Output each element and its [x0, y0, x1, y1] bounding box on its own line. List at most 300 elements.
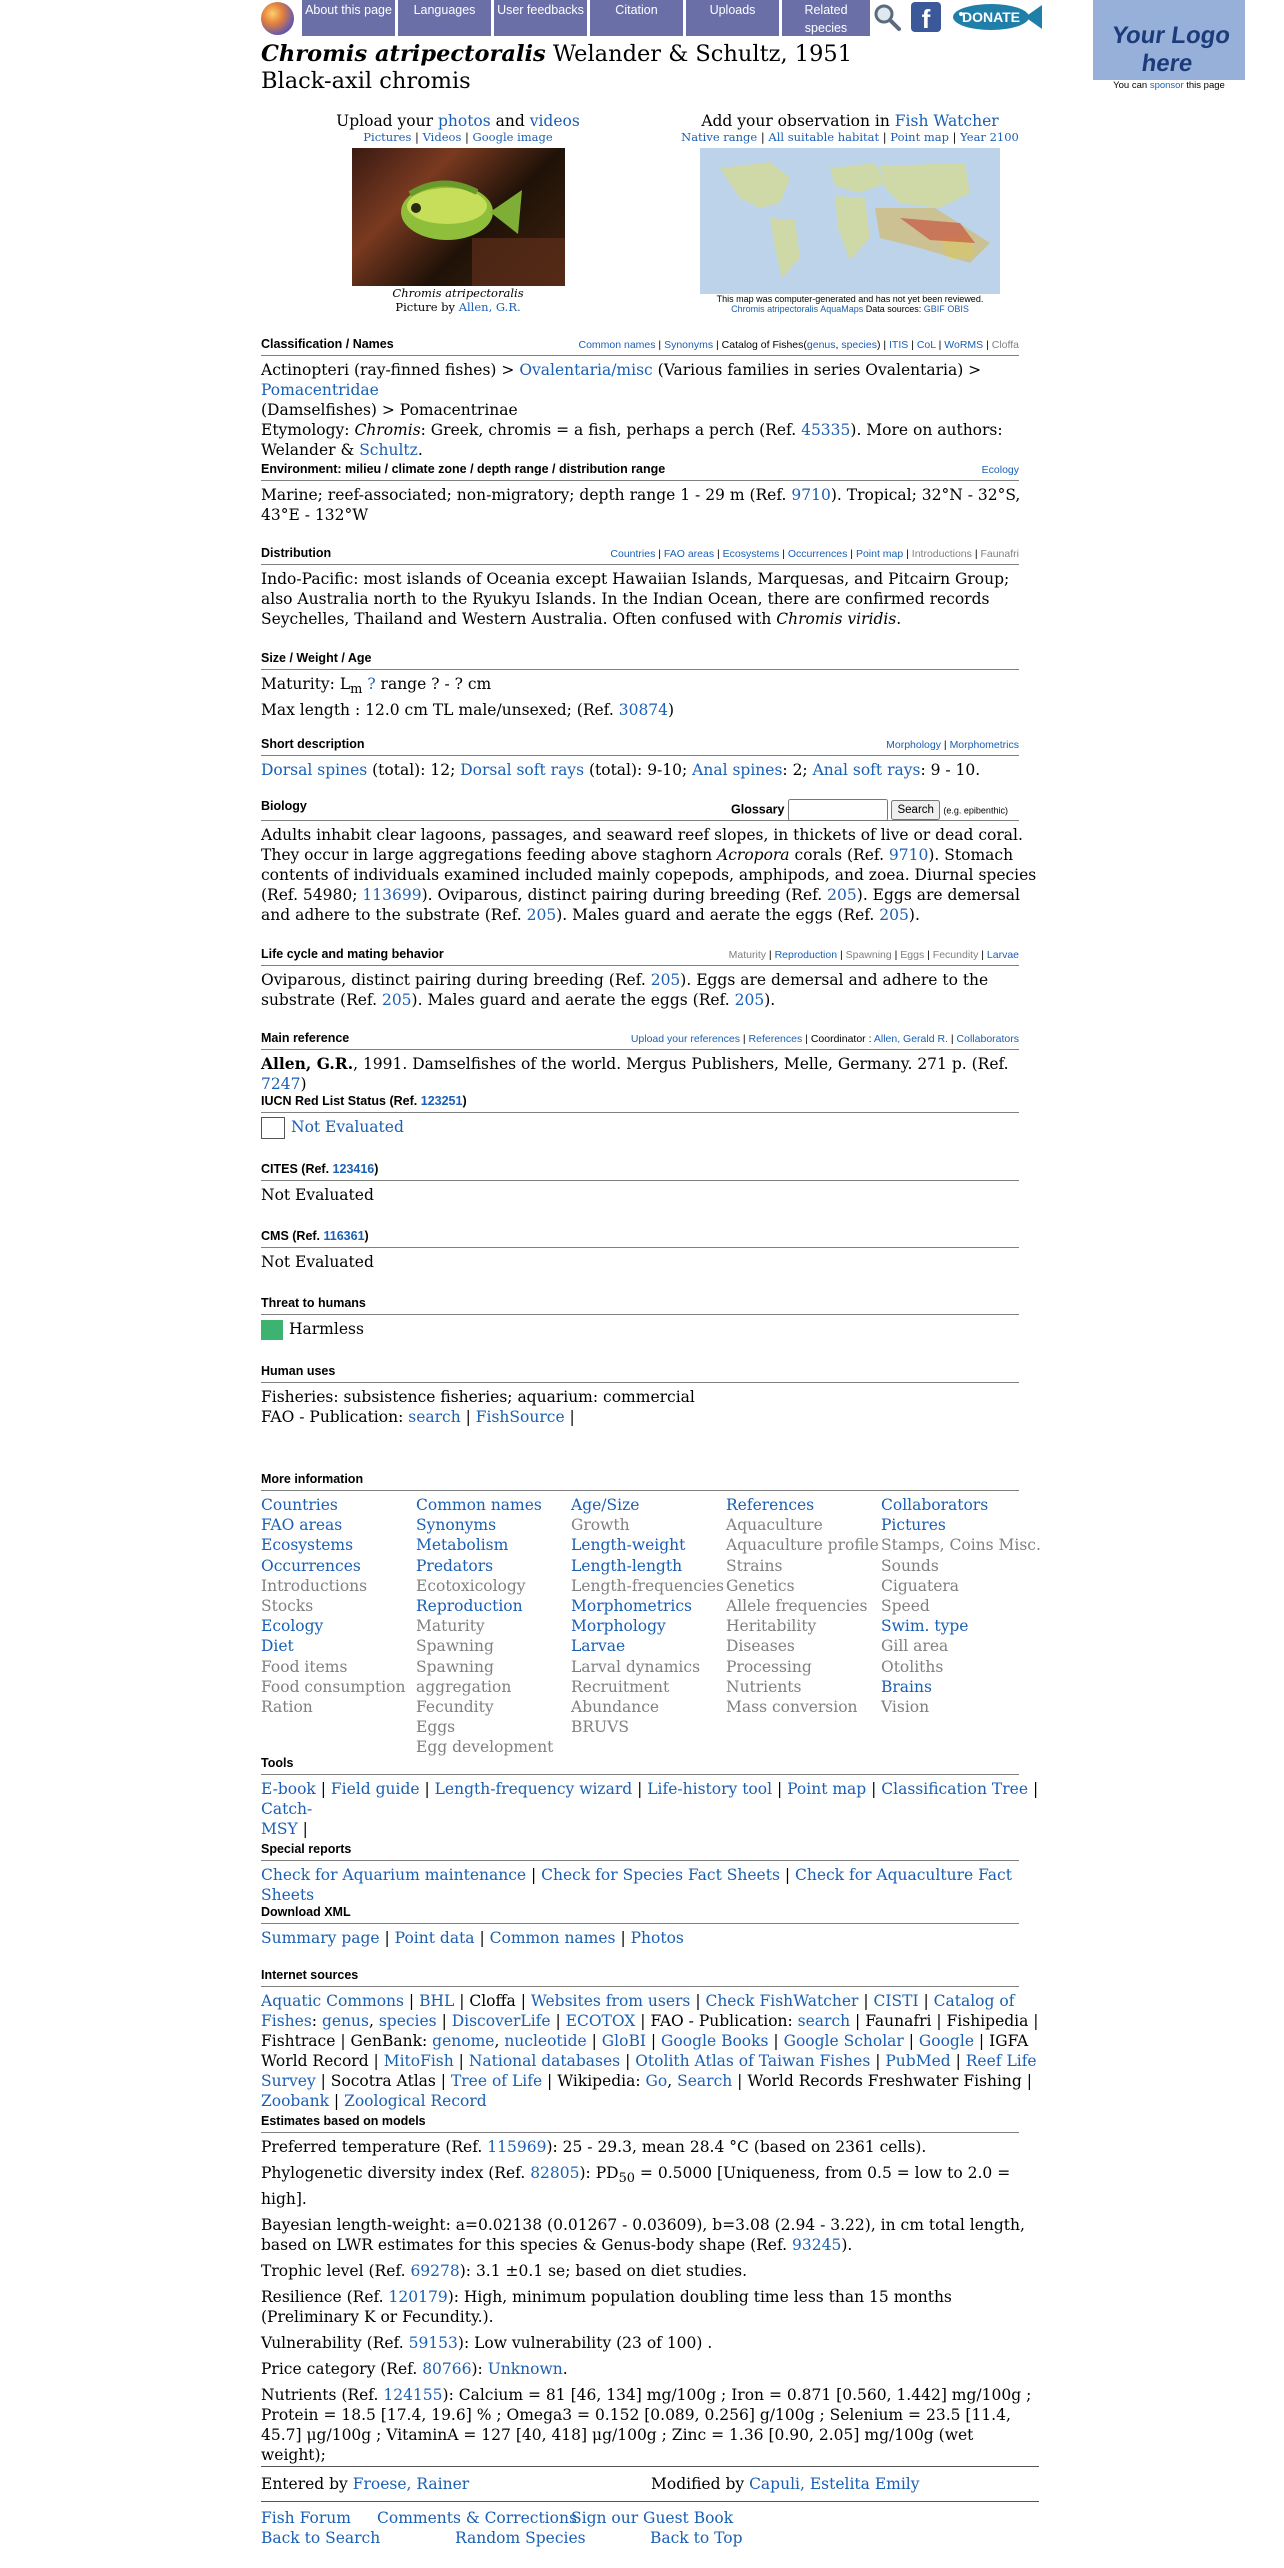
point-data-link[interactable]: Point data [394, 1929, 475, 1947]
nutrients-label: Nutrients (Ref. [261, 2386, 384, 2405]
wikipedia-search-link[interactable]: Search [677, 2072, 733, 2090]
more-info-item: Egg development [416, 1738, 554, 1757]
zoological-record-link[interactable]: Zoological Record [344, 2092, 487, 2110]
anal-spines-value: : 2; [782, 761, 813, 779]
more-info-item: Gill area [881, 1637, 949, 1656]
introductions-label: Introductions [911, 548, 972, 560]
more-info-column-1 [261, 1495, 421, 1717]
main-reference-author: Allen, G.R. [261, 1054, 354, 1073]
google-image-link[interactable]: Google image [472, 130, 553, 144]
lifecycle-ref-1[interactable]: 205 [650, 971, 681, 989]
observation-block: Add your observation in Fish Watcher Native range | All suitable habitat | Point map | Year 2100 This map was computer-generated and has not yet been reviewed. Chromis atripectoralis AquaMaps Data sources: GBIF OBIS [681, 112, 1019, 314]
schultz-link[interactable]: Schultz [359, 441, 418, 459]
cites-ref-link[interactable]: 123416 [332, 1162, 375, 1176]
human-uses-section: Human uses Fisheries: subsistence fisheries; aquarium: commercial FAO - Publication: search | FishSource | [261, 1364, 1019, 1427]
scientific-name: Chromis atripectoralis [261, 41, 546, 67]
bayesian-post: ). [841, 2236, 853, 2255]
special-reports-section: Special reports Check for Aquarium maintenance | Check for Species Fact Sheets | Check for Aquaculture Fact Sheets [261, 1842, 1019, 1905]
obis-link[interactable]: OBIS [947, 304, 969, 314]
google-books-link[interactable]: Google Books [661, 2032, 769, 2050]
zoobank-link[interactable]: Zoobank [261, 2092, 329, 2110]
life-history-tool-link[interactable]: Life-history tool [647, 1780, 773, 1798]
maturity-range: range ? - ? cm [375, 675, 492, 693]
distribution-section: Distribution Countries | FAO areas | Ecosystems | Occurrences | Point map | Introductions | Faunafri Indo-Pacific: most islands of Oceania except Hawaiian Islands, Marquesas, and Pitcairn Group; also Australia north to the Ryukyu Islands. In the Indian Ocean, there are confirmed records Seychelles, Thailand and Western Australia. Often confused with Chromis viridis. [261, 546, 1019, 628]
faunafri-label: Faunafri [980, 548, 1019, 560]
more-info-item[interactable]: Larvae [571, 1637, 626, 1656]
videos-link[interactable]: Videos [422, 130, 462, 144]
pictures-link[interactable]: Pictures [363, 130, 412, 144]
fishbase-globe-logo[interactable] [261, 2, 294, 35]
main-reference-section: Main reference Upload your references | References | Coordinator : Allen, Gerald R. | Collaborators Allen, G.R., 1991. Damselfishes of the world. Mergus Publishers, Melle, Germany. 271 p. (Ref. 7247) [261, 1031, 1019, 1093]
fish-watcher-link[interactable]: Fish Watcher [894, 112, 999, 130]
more-info-item[interactable]: Common names [416, 1496, 542, 1514]
wikipedia-label: Wikipedia: [557, 2072, 646, 2090]
iucn-status-link[interactable]: Not Evaluated [291, 1118, 404, 1136]
ovalentaria-link[interactable]: Ovalentaria/misc [519, 361, 653, 379]
more-info-item[interactable]: Swim. type [881, 1617, 969, 1636]
more-info-item[interactable]: Ecosystems [261, 1536, 354, 1555]
upload-and: and [490, 112, 530, 130]
more-info-item: Stocks [261, 1597, 314, 1616]
phylo-ref-link[interactable]: 82805 [530, 2164, 580, 2182]
xml-common-names-link[interactable]: Common names [489, 1929, 616, 1947]
environment-header: Environment: milieu / climate zone / depth range / distribution range [261, 462, 666, 476]
common-names-link[interactable]: Common names [578, 339, 656, 351]
more-info-item: Otoliths [881, 1657, 944, 1676]
biology-text-5: ). Eggs are demersal and adhere to the substrate (Ref. [261, 886, 1020, 924]
biology-ref-113699[interactable]: 113699 [362, 886, 422, 904]
eggs-label: Eggs [900, 949, 925, 961]
summary-page-link[interactable]: Summary page [261, 1929, 380, 1947]
tools-point-map-link[interactable]: Point map [787, 1780, 867, 1798]
more-info-item[interactable]: Morphometrics [571, 1597, 692, 1616]
more-info-item: Introductions [261, 1576, 368, 1595]
larvae-link[interactable]: Larvae [986, 949, 1019, 961]
distribution-header: Distribution [261, 546, 332, 560]
resilience-label: Resilience (Ref. [261, 2288, 389, 2307]
trophic-label: Trophic level (Ref. [261, 2262, 411, 2281]
native-range-link[interactable]: Native range [681, 130, 758, 144]
cof-genus-link[interactable]: genus [806, 339, 836, 351]
more-info-item: Mass conversion [726, 1698, 858, 1717]
distribution-confused-species: Chromis viridis [776, 610, 897, 628]
lifecycle-text-4: ). [764, 991, 776, 1009]
wikipedia-go-link[interactable]: Go [645, 2072, 668, 2090]
morphometrics-link[interactable]: Morphometrics [949, 739, 1019, 751]
cof-species-link[interactable]: species [841, 339, 877, 351]
references-link[interactable]: References [748, 1033, 803, 1045]
sponsor-logo-text: Your Logo here [1110, 22, 1233, 77]
more-info-item[interactable]: Length-weight [571, 1536, 686, 1555]
nav-languages[interactable] [398, 0, 491, 36]
biology-text-6: ). Males guard and aerate the eggs (Ref. [556, 906, 880, 924]
upload-photos-link[interactable]: photos [437, 112, 491, 130]
year-2100-link[interactable]: Year 2100 [960, 130, 1019, 144]
catalog-of-fishes-link[interactable]: Catalog of Fishes [261, 1992, 1015, 2030]
sponsor-logo[interactable] [1093, 0, 1245, 80]
aquamaps-link[interactable]: AquaMaps [820, 304, 864, 314]
cites-header: CITES (Ref. [261, 1162, 333, 1176]
sponsor-post: this page [1183, 80, 1225, 91]
etymology-period: . [417, 441, 423, 459]
more-info-item: Vision [881, 1698, 930, 1717]
resilience-ref-link[interactable]: 120179 [388, 2288, 448, 2307]
internet-sources-section [261, 1968, 1039, 2111]
sponsor-line [1093, 80, 1245, 91]
more-info-item: Speed [881, 1597, 930, 1616]
threat-header: Threat to humans [261, 1296, 366, 1310]
bhl-link[interactable]: BHL [419, 1992, 455, 2010]
more-info-item[interactable]: Reproduction [416, 1597, 523, 1616]
is-genus-link[interactable]: genus [321, 2012, 369, 2030]
more-info-item[interactable]: Age/Size [571, 1496, 640, 1514]
distribution-period: . [896, 610, 902, 628]
facebook-icon[interactable]: f [911, 2, 941, 32]
classification-header: Classification / Names [261, 337, 394, 351]
point-map-link-dist[interactable]: Point map [855, 548, 904, 560]
distribution-map[interactable] [700, 148, 1000, 294]
fao-search-link[interactable]: search [408, 1408, 461, 1426]
countries-link[interactable]: Countries [610, 548, 656, 560]
species-photo[interactable] [352, 148, 565, 286]
coordinator-label: Coordinator : [810, 1033, 874, 1045]
price-value-link[interactable]: Unknown [487, 2360, 563, 2379]
more-info-item[interactable]: Pictures [881, 1516, 946, 1535]
iucn-header-post: ) [462, 1094, 467, 1108]
nav-citation[interactable] [590, 0, 683, 36]
nav-related-species-label: Related species [804, 3, 848, 35]
field-guide-link[interactable]: Field guide [330, 1780, 420, 1798]
upload-pre: Upload your [336, 112, 438, 130]
glossary-input[interactable] [788, 799, 888, 821]
nav-uploads[interactable] [686, 0, 779, 36]
aquaculture-fact-sheets-link[interactable]: Check for Aquaculture Fact Sheets [261, 1866, 1012, 1904]
more-info-item[interactable]: References [726, 1496, 815, 1514]
main-reference-post: ) [300, 1075, 307, 1093]
xml-photos-link[interactable]: Photos [630, 1929, 684, 1947]
etymology-ref-link[interactable]: 45335 [801, 421, 851, 439]
internet-sources-header: Internet sources [261, 1968, 359, 1982]
etymology-genus: Chromis [354, 421, 421, 439]
glossary-label: Glossary [731, 802, 785, 817]
more-info-item: Genetics [726, 1576, 795, 1595]
cms-header-post: ) [364, 1229, 369, 1243]
upload-videos-link[interactable]: videos [529, 112, 580, 130]
nav-about-label: About this page [305, 3, 392, 17]
map-species-link[interactable]: Chromis atripectoralis [731, 304, 819, 314]
cites-header-post: ) [374, 1162, 379, 1176]
dorsal-spines-link[interactable]: Dorsal spines [261, 761, 368, 779]
species-fact-sheets-link[interactable]: Check for Species Fact Sheets [541, 1866, 780, 1884]
lifecycle-ref-3[interactable]: 205 [734, 991, 765, 1009]
ebook-link[interactable]: E-book [261, 1780, 316, 1798]
random-species-link[interactable]: Random Species [455, 2529, 586, 2547]
phylo-pd: ): PD [579, 2164, 619, 2182]
cms-ref-link[interactable]: 116361 [323, 1229, 365, 1243]
more-info-column-5 [881, 1495, 1041, 1717]
more-info-item[interactable]: Collaborators [881, 1496, 989, 1514]
point-map-link[interactable]: Point map [890, 130, 949, 144]
data-sources-pre: Data sources: [865, 304, 924, 314]
upload-references-link[interactable]: Upload your references [630, 1033, 740, 1045]
google-scholar-link[interactable]: Google Scholar [783, 2032, 904, 2050]
more-info-item: Length-frequencies [571, 1576, 724, 1595]
is-fao-label: FAO - Publication: [650, 2012, 798, 2030]
nav-related-species[interactable] [782, 0, 870, 36]
biology-body [261, 825, 1039, 925]
tools-header: Tools [261, 1756, 294, 1770]
etymology-post: ). More on authors: Welander & [261, 421, 1003, 459]
classification-body [261, 360, 1039, 460]
genbank-nucleotide-link[interactable]: nucleotide [504, 2032, 587, 2050]
more-info-item[interactable]: Occurrences [261, 1556, 361, 1575]
more-info-item[interactable]: Metabolism [416, 1536, 509, 1555]
mitofish-link[interactable]: MitoFish [383, 2052, 454, 2070]
more-info-item: Sounds [881, 1556, 939, 1575]
human-uses-header: Human uses [261, 1364, 336, 1378]
entered-by-link[interactable]: Froese, Rainer [352, 2475, 470, 2493]
more-info-item: Food consumption [261, 1677, 406, 1696]
more-info-item: Heritability [726, 1617, 817, 1636]
cloffa-label: Cloffa [991, 339, 1019, 351]
more-info-item: Spawning [416, 1637, 494, 1656]
phylo-label: Phylogenetic diversity index (Ref. [261, 2164, 531, 2182]
biology-text-2: corals (Ref. [789, 846, 889, 864]
temp-value: ): 25 - 29.3, mean 28.4 °C (based on 2361 cells). [546, 2138, 927, 2156]
fao-publication-label: FAO - Publication: [261, 1408, 409, 1426]
price-mid: ): [471, 2360, 488, 2379]
iucn-status-box [261, 1117, 285, 1139]
special-reports-header: Special reports [261, 1842, 352, 1856]
estimates-section [261, 2114, 1032, 2465]
catch-msy-link-wrap[interactable]: MSY [261, 1820, 298, 1838]
lifecycle-text-3: ). Males guard and aerate the eggs (Ref. [411, 991, 735, 1009]
igfa-text: IGFA World Record [261, 2032, 1029, 2070]
donate-button[interactable] [951, 2, 1043, 32]
picture-by-link[interactable]: Allen, G.R. [458, 300, 521, 314]
reproduction-link[interactable]: Reproduction [774, 949, 838, 961]
globi-link[interactable]: GloBI [601, 2032, 646, 2050]
search-icon[interactable] [872, 2, 902, 32]
col-link[interactable]: CoL [916, 339, 936, 351]
threat-section [261, 1296, 1019, 1340]
more-info-item: Allele frequencies [726, 1597, 868, 1616]
more-info-item: Recruitment [571, 1677, 670, 1696]
trophic-ref-link[interactable]: 69278 [410, 2262, 460, 2281]
photo-caption: Chromis atripectoralis [392, 286, 524, 300]
pomacentridae-link[interactable]: Pomacentridae [261, 381, 379, 399]
maturity-sub: m [350, 682, 363, 698]
dorsal-soft-rays-link[interactable]: Dorsal soft rays [460, 761, 585, 779]
more-info-item: Maturity [416, 1617, 485, 1636]
more-info-item[interactable]: Predators [416, 1556, 494, 1575]
temp-ref-link[interactable]: 115969 [487, 2138, 547, 2156]
maturity-help-link[interactable]: ? [367, 675, 376, 693]
biology-ref-205c[interactable]: 205 [879, 906, 909, 924]
more-info-item[interactable]: Countries [261, 1496, 338, 1514]
length-frequency-wizard-link[interactable]: Length-frequency wizard [434, 1780, 633, 1798]
lifecycle-ref-2[interactable]: 205 [381, 991, 412, 1009]
is-species-link[interactable]: species [378, 2012, 437, 2030]
check-fishwatcher-link[interactable]: Check FishWatcher [705, 1992, 859, 2010]
cites-status: Not Evaluated [261, 1186, 374, 1204]
temp-label: Preferred temperature (Ref. [261, 2138, 488, 2156]
donate-label: DONATE [961, 9, 1021, 25]
map-note: This map was computer-generated and has not yet been reviewed. [716, 294, 984, 304]
sponsor-link[interactable]: sponsor [1149, 80, 1184, 91]
cms-section [261, 1229, 1019, 1272]
short-description-header: Short description [261, 737, 365, 751]
etymology-text: : Greek, chromis = a fish, perhaps a perch (Ref. [420, 421, 802, 439]
more-info-column-4 [726, 1495, 886, 1717]
vulnerability-ref-link[interactable]: 59153 [408, 2334, 458, 2353]
max-length-ref-link[interactable]: 30874 [618, 701, 669, 720]
more-info-item[interactable]: Ecology [261, 1617, 324, 1636]
more-info-item[interactable]: Synonyms [416, 1516, 497, 1535]
more-info-item[interactable]: Brains [881, 1677, 932, 1696]
nutrients-value: ): Calcium = 81 [46, 134] mg/100g ; Iron = 0.871 [0.560, 1.442] mg/100g ; Protein = 18.5 [17.4, 19.6] % ; Omega3 = 0.152 [0.089, 0.256] g/100g ; Selenium = 23.5 [11.4, 45.7] μg/100g ; VitaminA = 127 [40, 418] μg/100g ; Zinc = 1.36 [0.90, 2.05] mg/100g (wet weight); [261, 2386, 1032, 2465]
fish-forum-link[interactable]: Fish Forum [261, 2509, 351, 2527]
iucn-ref-link[interactable]: 123251 [420, 1094, 463, 1108]
fao-areas-link[interactable]: FAO areas [663, 548, 715, 560]
nutrients-ref-link[interactable]: 124155 [383, 2386, 443, 2405]
cites-section [261, 1162, 1019, 1205]
more-info-item: Food items [261, 1657, 348, 1676]
ecology-link[interactable]: Ecology [981, 464, 1019, 476]
bayesian-ref-link[interactable]: 93245 [792, 2236, 842, 2255]
environment-text-post: ). Tropical; 32°N - 32°S, 43°E - 132°W [261, 486, 1021, 524]
more-info-item: Aquaculture [726, 1516, 823, 1535]
guest-book-link[interactable]: Sign our Guest Book [571, 2509, 734, 2527]
collaborators-link[interactable]: Collaborators [956, 1033, 1019, 1045]
more-info-item: Eggs [416, 1718, 456, 1737]
more-info-item[interactable]: FAO areas [261, 1516, 343, 1535]
biology-text-3: ). Stomach contents of individuals examined included mainly copepods, amphipods, and zoea. Diurnal species (Ref. 54980; [261, 846, 1037, 904]
pubmed-link[interactable]: PubMed [885, 2052, 951, 2070]
nav-user-feedbacks[interactable] [494, 0, 587, 36]
main-reference-link[interactable]: 7247 [261, 1075, 301, 1093]
fecundity-label: Fecundity [932, 949, 979, 961]
modified-by-link[interactable]: Capuli, Estelita Emily [749, 2475, 920, 2493]
price-post: . [562, 2360, 568, 2379]
download-xml-header: Download XML [261, 1905, 351, 1919]
gbif-link[interactable]: GBIF [923, 304, 945, 314]
more-info-header: More information [261, 1472, 364, 1486]
observation-pre: Add your observation in [701, 112, 895, 130]
worms-link[interactable]: WoRMS [944, 339, 984, 351]
price-ref-link[interactable]: 80766 [422, 2360, 472, 2379]
environment-section [261, 462, 1019, 525]
glossary-search-button[interactable]: Search [891, 800, 939, 820]
ecosystems-link[interactable]: Ecosystems [722, 548, 780, 560]
more-info-item: Strains [726, 1556, 783, 1575]
cms-header: CMS (Ref. [261, 1229, 324, 1243]
lifecycle-text-2: ). Eggs are demersal and adhere to the substrate (Ref. [261, 971, 989, 1009]
more-info-item[interactable]: Diet [261, 1637, 294, 1656]
main-reference-text: , 1991. Damselfishes of the world. Mergus Publishers, Melle, Germany. 271 p. (Ref. [353, 1055, 1009, 1073]
websites-from-users-link[interactable]: Websites from users [530, 1992, 691, 2010]
aquatic-commons-link[interactable]: Aquatic Commons [261, 1992, 404, 2010]
google-link[interactable]: Google [918, 2032, 974, 2050]
environment-ref-link[interactable]: 9710 [791, 486, 831, 504]
ecotox-link[interactable]: ECOTOX [565, 2012, 636, 2030]
fishsource-link[interactable]: FishSource [475, 1408, 565, 1426]
main-reference-header: Main reference [261, 1031, 350, 1045]
coordinator-link[interactable]: Allen, Gerald R. [873, 1033, 948, 1045]
biology-text-1: Adults inhabit clear lagoons, passages, and seaward reef slopes, in thickets of live or dead coral. They occur in large aggregations feeding above staghorn [261, 826, 1023, 864]
maturity-label-lc: Maturity [728, 949, 767, 961]
comments-corrections-link[interactable]: Comments & Corrections [377, 2509, 577, 2527]
itis-link[interactable]: ITIS [889, 339, 909, 351]
biology-ref-205a[interactable]: 205 [827, 886, 857, 904]
anal-soft-rays-link[interactable]: Anal soft rays [812, 761, 921, 779]
cloffa-text: Cloffa [469, 1992, 516, 2010]
classification-section: Classification / Names Common names | Synonyms | Catalog of Fishes(genus, species) | ITIS | CoL | WoRMS | Cloffa Actinopteri (ray-finned fishes) > Ovalentaria/misc (Various families in series Ovalentaria) > Pomacentridae (Damselfishes) > Pomacentrinae Etymology: Chromis: Greek, chromis = a fish, perhaps a perch (Ref. 45335). More on authors: Welander & Schultz. [261, 337, 1019, 460]
biology-text-4: ). Oviparous, distinct pairing during breeding (Ref. [421, 886, 828, 904]
nav-about[interactable] [302, 0, 395, 36]
etymology-label: Etymology: [261, 421, 355, 439]
vulnerability-value: ): Low vulnerability (23 of 100) . [457, 2334, 713, 2353]
more-info-item: Diseases [726, 1637, 795, 1656]
size-header: Size / Weight / Age [261, 651, 372, 665]
reef-life-survey-link[interactable]: Reef Life Survey [261, 2052, 1037, 2090]
tree-of-life-link[interactable]: Tree of Life [450, 2072, 543, 2090]
cisti-link[interactable]: CISTI [873, 1992, 919, 2010]
national-databases-link[interactable]: National databases [468, 2052, 621, 2070]
classification-text: Actinopteri (ray-finned fishes) > [261, 361, 520, 379]
biology-ref-9710[interactable]: 9710 [888, 846, 929, 864]
catch-msy-link[interactable]: Catch- [261, 1800, 313, 1818]
biology-ref-205b[interactable]: 205 [526, 906, 557, 924]
more-info-item: Growth [571, 1516, 630, 1535]
max-length-post: ) [668, 701, 675, 720]
is-fao-search-link[interactable]: search [797, 2012, 851, 2030]
species-author: Welander & Schultz, 1951 [545, 41, 853, 67]
anal-soft-value: : 9 - 10. [920, 761, 981, 779]
more-info-item: Abundance [571, 1698, 660, 1717]
threat-status: Harmless [289, 1320, 364, 1338]
otolith-atlas-link[interactable]: Otolith Atlas of Taiwan Fishes [635, 2052, 871, 2070]
suitable-habitat-link[interactable]: All suitable habitat [768, 130, 880, 144]
discoverlife-link[interactable]: DiscoverLife [451, 2012, 551, 2030]
nav-languages-label: Languages [413, 3, 476, 17]
back-to-top-link[interactable]: Back to Top [650, 2529, 743, 2547]
more-info-item: Stamps, Coins Misc. [881, 1536, 1041, 1555]
more-info-item[interactable]: Length-length [571, 1556, 683, 1575]
synonyms-link[interactable]: Synonyms [664, 339, 714, 351]
modified-by-label: Modified by [651, 2475, 750, 2493]
nav-citation-label: Citation [615, 3, 658, 17]
cms-status: Not Evaluated [261, 1253, 374, 1271]
classification-tree-link[interactable]: Classification Tree [881, 1780, 1029, 1798]
genbank-label: GenBank: [350, 2032, 433, 2050]
dorsal-spines-value: (total): 12; [367, 761, 461, 779]
genbank-genome-link[interactable]: genome [432, 2032, 495, 2050]
anal-spines-link[interactable]: Anal spines [692, 761, 783, 779]
more-info-item[interactable]: Morphology [571, 1617, 666, 1636]
socotra-text: Socotra Atlas [330, 2072, 436, 2090]
morphology-link[interactable]: Morphology [886, 739, 941, 751]
distribution-text: Indo-Pacific: most islands of Oceania except Hawaiian Islands, Marquesas, and Pitcairn Group; also Australia north to the Ryukyu Islands. In the Indian Ocean, there are confirmed records Seychelles, Thailand and Western Australia. Often confused with [261, 570, 1010, 628]
page-footer [261, 2466, 1039, 2548]
upload-media-block: Upload your photos and videos Pictures | Videos | Google image Chromis atripectoralis Picture by Allen, G.R. [336, 112, 580, 314]
iucn-section [261, 1094, 1019, 1139]
biology-section [261, 799, 1037, 925]
aquarium-maintenance-link[interactable]: Check for Aquarium maintenance [261, 1866, 527, 1884]
dorsal-soft-value: (total): 9-10; [584, 761, 693, 779]
occurrences-link[interactable]: Occurrences [787, 548, 848, 560]
back-to-search-link[interactable]: Back to Search [261, 2529, 381, 2547]
